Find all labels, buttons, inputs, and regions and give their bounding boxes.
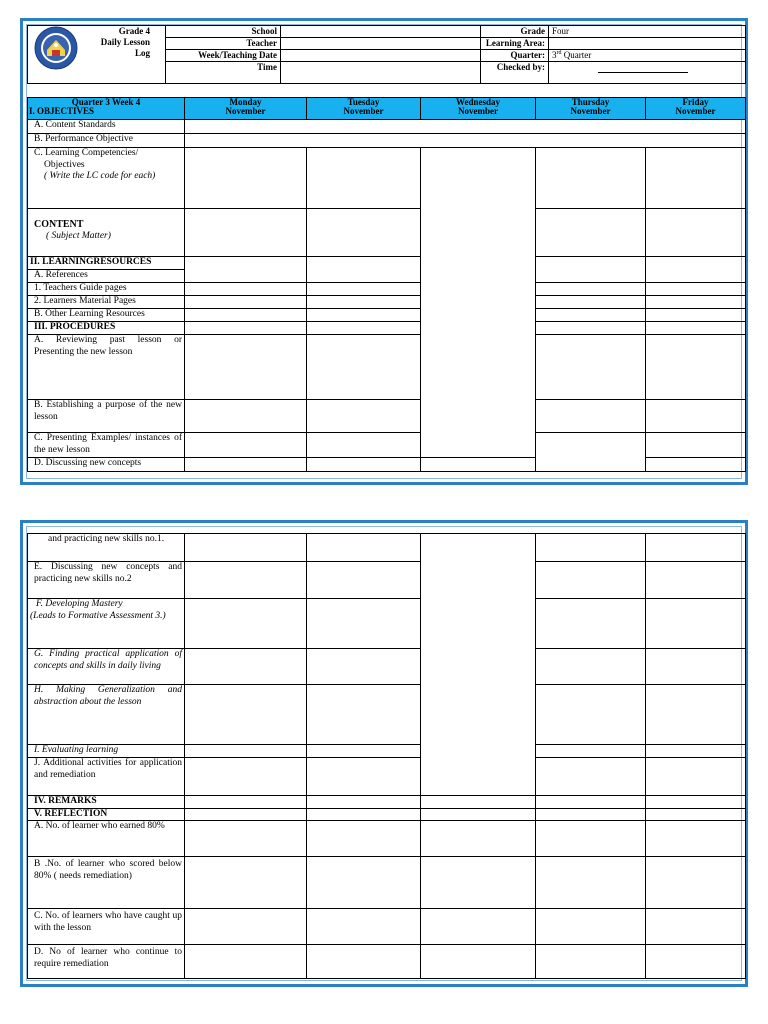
quarter-week-header: Quarter 3 Week 4 I. OBJECTIVES (28, 98, 185, 120)
reflection-c-friday[interactable] (646, 909, 746, 945)
reflection-heading: V. REFLECTION (28, 808, 185, 821)
reflection-a-wednesday[interactable] (421, 821, 536, 857)
reviewing-thursday[interactable] (536, 335, 646, 400)
learners-material-tuesday[interactable] (307, 296, 421, 309)
learning-area-label: Learning Area: (481, 38, 549, 50)
other-resources-friday[interactable] (646, 309, 746, 322)
teachers-guide-thursday[interactable] (536, 283, 646, 296)
making-monday[interactable] (185, 685, 307, 745)
establishing-tuesday[interactable] (307, 400, 421, 433)
evaluating-friday[interactable] (646, 745, 746, 758)
finding-application-label: G. Finding practical application of concepts and skills in daily living (28, 649, 185, 685)
presenting-monday[interactable] (185, 433, 307, 458)
page-1 (20, 18, 748, 485)
checked-by-label: Checked by: (481, 62, 549, 84)
school-label: School (166, 26, 281, 38)
reflection-a-thursday[interactable] (536, 821, 646, 857)
continued-thursday[interactable] (536, 534, 646, 562)
discussing-d-thursday[interactable] (421, 458, 536, 472)
reflection-c-monday[interactable] (185, 909, 307, 945)
reflection-b-tuesday[interactable] (307, 857, 421, 909)
quarter-label: Quarter: (481, 50, 549, 62)
additional-activities-label: J. Additional activities for application and remediation (28, 758, 185, 796)
content-label: CONTENT ( Subject Matter) (28, 209, 185, 257)
reflection-a-label: A. No. of learner who earned 80% (28, 821, 185, 857)
developing-monday[interactable] (185, 599, 307, 649)
resources-friday[interactable] (646, 257, 746, 283)
reflection-b-friday[interactable] (646, 857, 746, 909)
discussing-d-label: D. Discussing new concepts (28, 458, 185, 472)
establishing-label: B. Establishing a purpose of the new lesson (28, 400, 185, 433)
reviewing-monday[interactable] (185, 335, 307, 400)
developing-thursday[interactable] (536, 599, 646, 649)
additional-monday[interactable] (185, 758, 307, 796)
day-header-tuesday: Tuesday November (307, 98, 421, 120)
evaluating-monday[interactable] (185, 745, 307, 758)
additional-thursday[interactable] (536, 758, 646, 796)
establishing-monday[interactable] (185, 400, 307, 433)
resources-tuesday[interactable] (307, 257, 421, 283)
title-daily-lesson: Daily Lesson (100, 37, 150, 47)
discussing-e-friday[interactable] (646, 562, 746, 599)
time-label: Time (166, 62, 281, 84)
procedures-thursday[interactable] (536, 322, 646, 335)
reflection-c-label: C. No. of learners who have caught up with the lesson (28, 909, 185, 945)
header-table (27, 25, 746, 84)
reflection-b-monday[interactable] (185, 857, 307, 909)
additional-friday[interactable] (646, 758, 746, 796)
reviewing-tuesday[interactable] (307, 335, 421, 400)
learning-area-field[interactable] (549, 38, 746, 50)
competencies-monday[interactable] (185, 148, 307, 209)
discussing-d-continued-label: and practicing new skills no.1. (28, 534, 185, 562)
reflection-b-label: B .No. of learner who scored below 80% ( needs remediation) (28, 857, 185, 909)
finding-monday[interactable] (185, 649, 307, 685)
checked-by-line (598, 64, 688, 73)
reflection-c-tuesday[interactable] (307, 909, 421, 945)
procedures-heading: III. PROCEDURES (28, 322, 185, 335)
title-log: Log (134, 48, 150, 58)
grade-field[interactable]: Four (549, 26, 746, 38)
references-label: A. References (28, 270, 185, 283)
other-resources-label: B. Other Learning Resources (28, 309, 185, 322)
presenting-label: C. Presenting Examples/ instances of the new lesson (28, 433, 185, 458)
continued-friday[interactable] (646, 534, 746, 562)
procedures-tuesday[interactable] (307, 322, 421, 335)
wednesday-column-p1-bottom[interactable] (536, 433, 646, 472)
school-field[interactable] (281, 26, 481, 38)
reflection-thursday[interactable] (536, 808, 646, 821)
discussing-d-friday[interactable] (646, 458, 746, 472)
day-header-wednesday: Wednesday November (421, 98, 536, 120)
day-header-friday: Friday November (646, 98, 746, 120)
continued-monday[interactable] (185, 534, 307, 562)
content-friday[interactable] (646, 209, 746, 257)
presenting-thursday[interactable] (646, 433, 746, 458)
reflection-monday[interactable] (185, 808, 307, 821)
learners-material-label: 2. Learners Material Pages (28, 296, 185, 309)
evaluating-label: I. Evaluating learning (28, 745, 185, 758)
discussing-e-tuesday[interactable] (307, 562, 421, 599)
wednesday-column-p2[interactable] (421, 534, 536, 796)
teacher-label: Teacher (166, 38, 281, 50)
teachers-guide-tuesday[interactable] (307, 283, 421, 296)
day-header-monday: Monday November (185, 98, 307, 120)
reflection-a-tuesday[interactable] (307, 821, 421, 857)
finding-friday[interactable] (646, 649, 746, 685)
learning-resources-heading: II. LEARNINGRESOURCES (28, 257, 185, 270)
developing-mastery-label: F. Developing Mastery (Leads to Formative Assessment 3.) (28, 599, 185, 649)
reflection-b-wednesday[interactable] (421, 857, 536, 909)
establishing-friday[interactable] (646, 400, 746, 433)
content-standards-field[interactable] (185, 120, 746, 134)
checked-by-field[interactable] (549, 62, 746, 84)
page-2 (20, 520, 748, 987)
making-friday[interactable] (646, 685, 746, 745)
day-header-row (28, 98, 746, 120)
remarks-wednesday[interactable] (421, 796, 536, 809)
finding-thursday[interactable] (536, 649, 646, 685)
learners-material-monday[interactable] (185, 296, 307, 309)
reflection-c-thursday[interactable] (536, 909, 646, 945)
other-resources-monday[interactable] (185, 309, 307, 322)
teachers-guide-label: 1. Teachers Guide pages (28, 283, 185, 296)
remarks-thursday[interactable] (536, 796, 646, 809)
procedures-friday[interactable] (646, 322, 746, 335)
lesson-grid-page-1 (27, 97, 746, 472)
content-thursday[interactable] (536, 209, 646, 257)
reflection-d-wednesday[interactable] (421, 945, 536, 979)
reflection-d-monday[interactable] (185, 945, 307, 979)
performance-objective-label: B. Performance Objective (28, 134, 185, 148)
competencies-thursday[interactable] (536, 148, 646, 209)
reflection-d-label: D. No of learner who continue to require remediation (28, 945, 185, 979)
reflection-d-tuesday[interactable] (307, 945, 421, 979)
discussing-e-label: E. Discussing new concepts and practicing new skills no.2 (28, 562, 185, 599)
reflection-a-monday[interactable] (185, 821, 307, 857)
lesson-grid-page-2 (27, 533, 746, 979)
content-monday[interactable] (185, 209, 307, 257)
reflection-d-thursday[interactable] (536, 945, 646, 979)
presenting-tuesday[interactable] (307, 433, 421, 458)
evaluating-tuesday[interactable] (307, 745, 421, 758)
developing-friday[interactable] (646, 599, 746, 649)
developing-tuesday[interactable] (307, 599, 421, 649)
week-field[interactable] (281, 50, 481, 62)
reviewing-friday[interactable] (646, 335, 746, 400)
logo-cell (28, 26, 166, 84)
content-tuesday[interactable] (307, 209, 421, 257)
title-grade: Grade 4 (118, 26, 150, 36)
reflection-tuesday[interactable] (307, 808, 421, 821)
remarks-heading: IV. REMARKS (28, 796, 185, 809)
making-generalization-label: H. Making Generalization and abstraction about the lesson (28, 685, 185, 745)
other-resources-thursday[interactable] (536, 309, 646, 322)
evaluating-thursday[interactable] (536, 745, 646, 758)
quarter-field[interactable]: 3rd Quarter (549, 50, 746, 62)
making-thursday[interactable] (536, 685, 646, 745)
reflection-d-friday[interactable] (646, 945, 746, 979)
performance-objective-field[interactable] (185, 134, 746, 148)
day-header-thursday: Thursday November (536, 98, 646, 120)
resources-monday[interactable] (185, 257, 307, 283)
finding-tuesday[interactable] (307, 649, 421, 685)
teachers-guide-monday[interactable] (185, 283, 307, 296)
discussing-d-tuesday[interactable] (307, 458, 421, 472)
resources-thursday[interactable] (536, 257, 646, 283)
discussing-e-thursday[interactable] (536, 562, 646, 599)
wednesday-column-p1[interactable] (421, 148, 536, 458)
reviewing-label: A. Reviewing past lesson or Presenting the new lesson (28, 335, 185, 400)
other-resources-tuesday[interactable] (307, 309, 421, 322)
remarks-tuesday[interactable] (307, 796, 421, 809)
reflection-wednesday[interactable] (421, 808, 536, 821)
remarks-monday[interactable] (185, 796, 307, 809)
remarks-friday[interactable] (646, 796, 746, 809)
discussing-e-monday[interactable] (185, 562, 307, 599)
competencies-label: C. Learning Competencies/ Objectives ( Write the LC code for each) (28, 148, 185, 209)
reflection-c-wednesday[interactable] (421, 909, 536, 945)
making-tuesday[interactable] (307, 685, 421, 745)
grade-label: Grade (481, 26, 549, 38)
time-field[interactable] (281, 62, 481, 84)
teacher-field[interactable] (281, 38, 481, 50)
deped-seal-logo (34, 26, 78, 70)
discussing-d-monday[interactable] (185, 458, 307, 472)
competencies-tuesday[interactable] (307, 148, 421, 209)
week-label: Week/Teaching Date (166, 50, 281, 62)
procedures-monday[interactable] (185, 322, 307, 335)
teachers-guide-friday[interactable] (646, 283, 746, 296)
competencies-friday[interactable] (646, 148, 746, 209)
learners-material-friday[interactable] (646, 296, 746, 309)
additional-tuesday[interactable] (307, 758, 421, 796)
reflection-b-thursday[interactable] (536, 857, 646, 909)
learners-material-thursday[interactable] (536, 296, 646, 309)
content-standards-label: A. Content Standards (28, 120, 185, 134)
continued-tuesday[interactable] (307, 534, 421, 562)
reflection-a-friday[interactable] (646, 821, 746, 857)
establishing-thursday[interactable] (536, 400, 646, 433)
reflection-friday[interactable] (646, 808, 746, 821)
